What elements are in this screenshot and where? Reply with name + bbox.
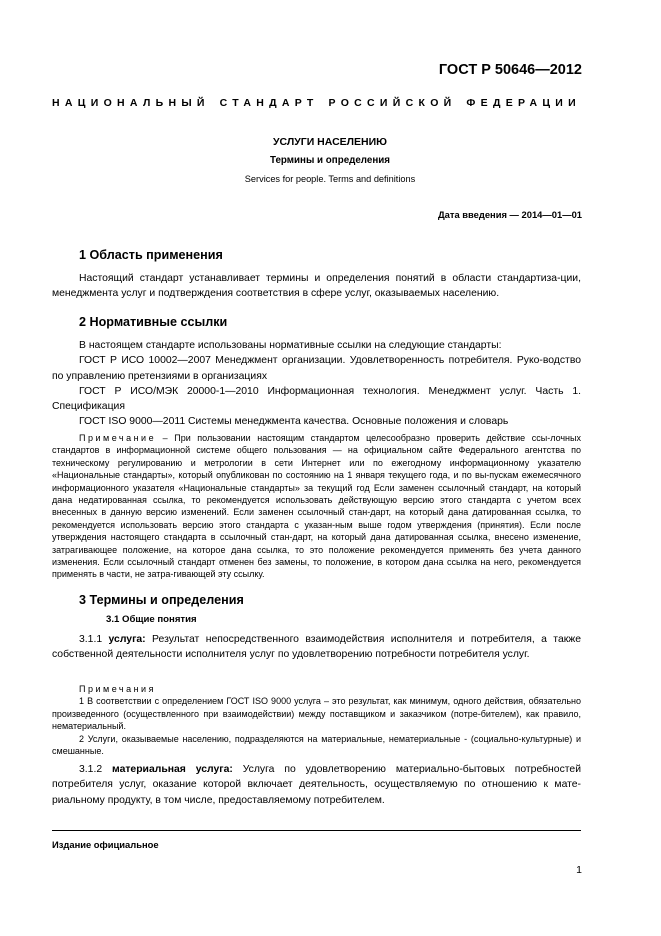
document-subtitle: Термины и определения	[269, 155, 391, 166]
footer-divider	[52, 830, 581, 831]
reference-item: ГОСТ ISO 9000—2011 Системы менеджмента качества. Основные положения и словарь	[79, 416, 509, 428]
term-number: 3.1.2	[79, 764, 113, 775]
note-item: 1 В соответствии с определением ГОСТ ISO 9000 услуга – это результат, как минимум, одного действия, обязательно произведенного (осуществленного при взаимодействии) между поставщиком и заказчиком (потре-бителем), как правило, нематериальный.	[52, 696, 581, 732]
term-name: материальная услуга:	[112, 764, 233, 775]
term-2-definition	[52, 762, 581, 808]
reference-item: ГОСТ Р ИСО 10002—2007 Менеджмент организации. Удовлетворенность потребителя. Руко-водство по управлению претензиями в организациях	[52, 355, 581, 382]
section-1-paragraph	[52, 271, 581, 302]
document-title: УСЛУГИ НАСЕЛЕНИЮ	[273, 136, 387, 148]
term-name: услуга:	[108, 634, 146, 645]
official-edition-label: Издание официальное	[52, 839, 159, 850]
note-text: – При пользовании настоящим стандартом целесообразно проверить действие ссы-лочных стандартов в информационной системе общего пользования — на официальном сайте Федерального агентства по техническому регулированию и метрологии в сети Интернет или по ежегодному информационному указателю «Национальные стандарты», который опубликован по состоянию на 1 января текущего года, и по вы-пускам ежемесячного информационного указателя «Национальные стандарты» за текущий год Если заменен ссылочный стандарт, на который дана недатированная ссылка, то рекомендуется использовать действующую версию этого стандарта с учетом всех внесенных в данную версию изменений. Если заменен ссылочный стан-дарт, на который дана датированная ссылка, то рекомендуется использовать версию этого стандарта с указан-ным выше годом утверждения (принятия). Если после утверждения настоящего стандарта в ссылочный стан-дарт, на который дана датированная ссылка, внесено изменение, затрагивающее положение, на которое дана ссылка, то это положение рекомендуется применять без учета данного изменения. Если ссылочный стандарт отменен без замены, то положение, в котором дана ссылка на него, рекомендуется применять в части, не затра-гивающей эту ссылку.	[52, 433, 581, 580]
section-2-note	[52, 432, 581, 581]
term-definition: Услуга по удовлетворению материально-бытовых потребностей потребителя услуг, оказание которой включает деятельность, осуществляемую по отношению к мате-риальному продукту, в том числе, предоставляемому потребителем.	[52, 764, 581, 806]
term-1-definition	[52, 632, 581, 663]
term-definition: Результат непосредственного взаимодействия исполнителя и потребителя, а также собственной деятельности исполнителя услуг по удовлетворению потребности потребителя услуг.	[52, 634, 582, 661]
section-1-heading: 1 Область применения	[79, 248, 223, 262]
section-2-references	[52, 338, 581, 430]
note-item: 2 Услуги, оказываемые населению, подразделяются на материальные, нематериальные - (социально-культурные) и смешанные.	[52, 733, 581, 757]
standard-number: ГОСТ Р 50646—2012	[438, 62, 582, 78]
section-3-1-heading	[79, 614, 197, 625]
page-number: 1	[576, 864, 582, 876]
section-1-text: Настоящий стандарт устанавливает термины и определения понятий в области стандартиза-ции, менеджмента услуг и подтверждения соответствия в сфере услуг, оказываемых населению.	[52, 273, 581, 300]
term-1-notes	[52, 683, 581, 757]
introduction-date: Дата введения — 2014—01—01	[437, 209, 582, 220]
references-intro: В настоящем стандарте использованы нормативные ссылки на следующие стандарты:	[79, 340, 502, 351]
section-3-heading: 3 Термины и определения	[79, 593, 244, 607]
reference-item: ГОСТ Р ИСО/МЭК 20000-1—2010 Информационная технология. Менеджмент услуг. Часть 1. Спецификация	[52, 385, 581, 413]
national-standard-banner: НАЦИОНАЛЬНЫЙ СТАНДАРТ РОССИЙСКОЙ ФЕДЕРАЦИИ	[52, 97, 581, 109]
subsection-title: 3.1 Общие понятия	[106, 614, 197, 625]
section-2-heading: 2 Нормативные ссылки	[79, 315, 228, 329]
notes-label: Примечания	[79, 684, 156, 694]
term-number: 3.1.1	[79, 634, 109, 645]
english-title: Services for people. Terms and definitions	[244, 174, 416, 184]
note-label: Примечание	[79, 433, 157, 443]
